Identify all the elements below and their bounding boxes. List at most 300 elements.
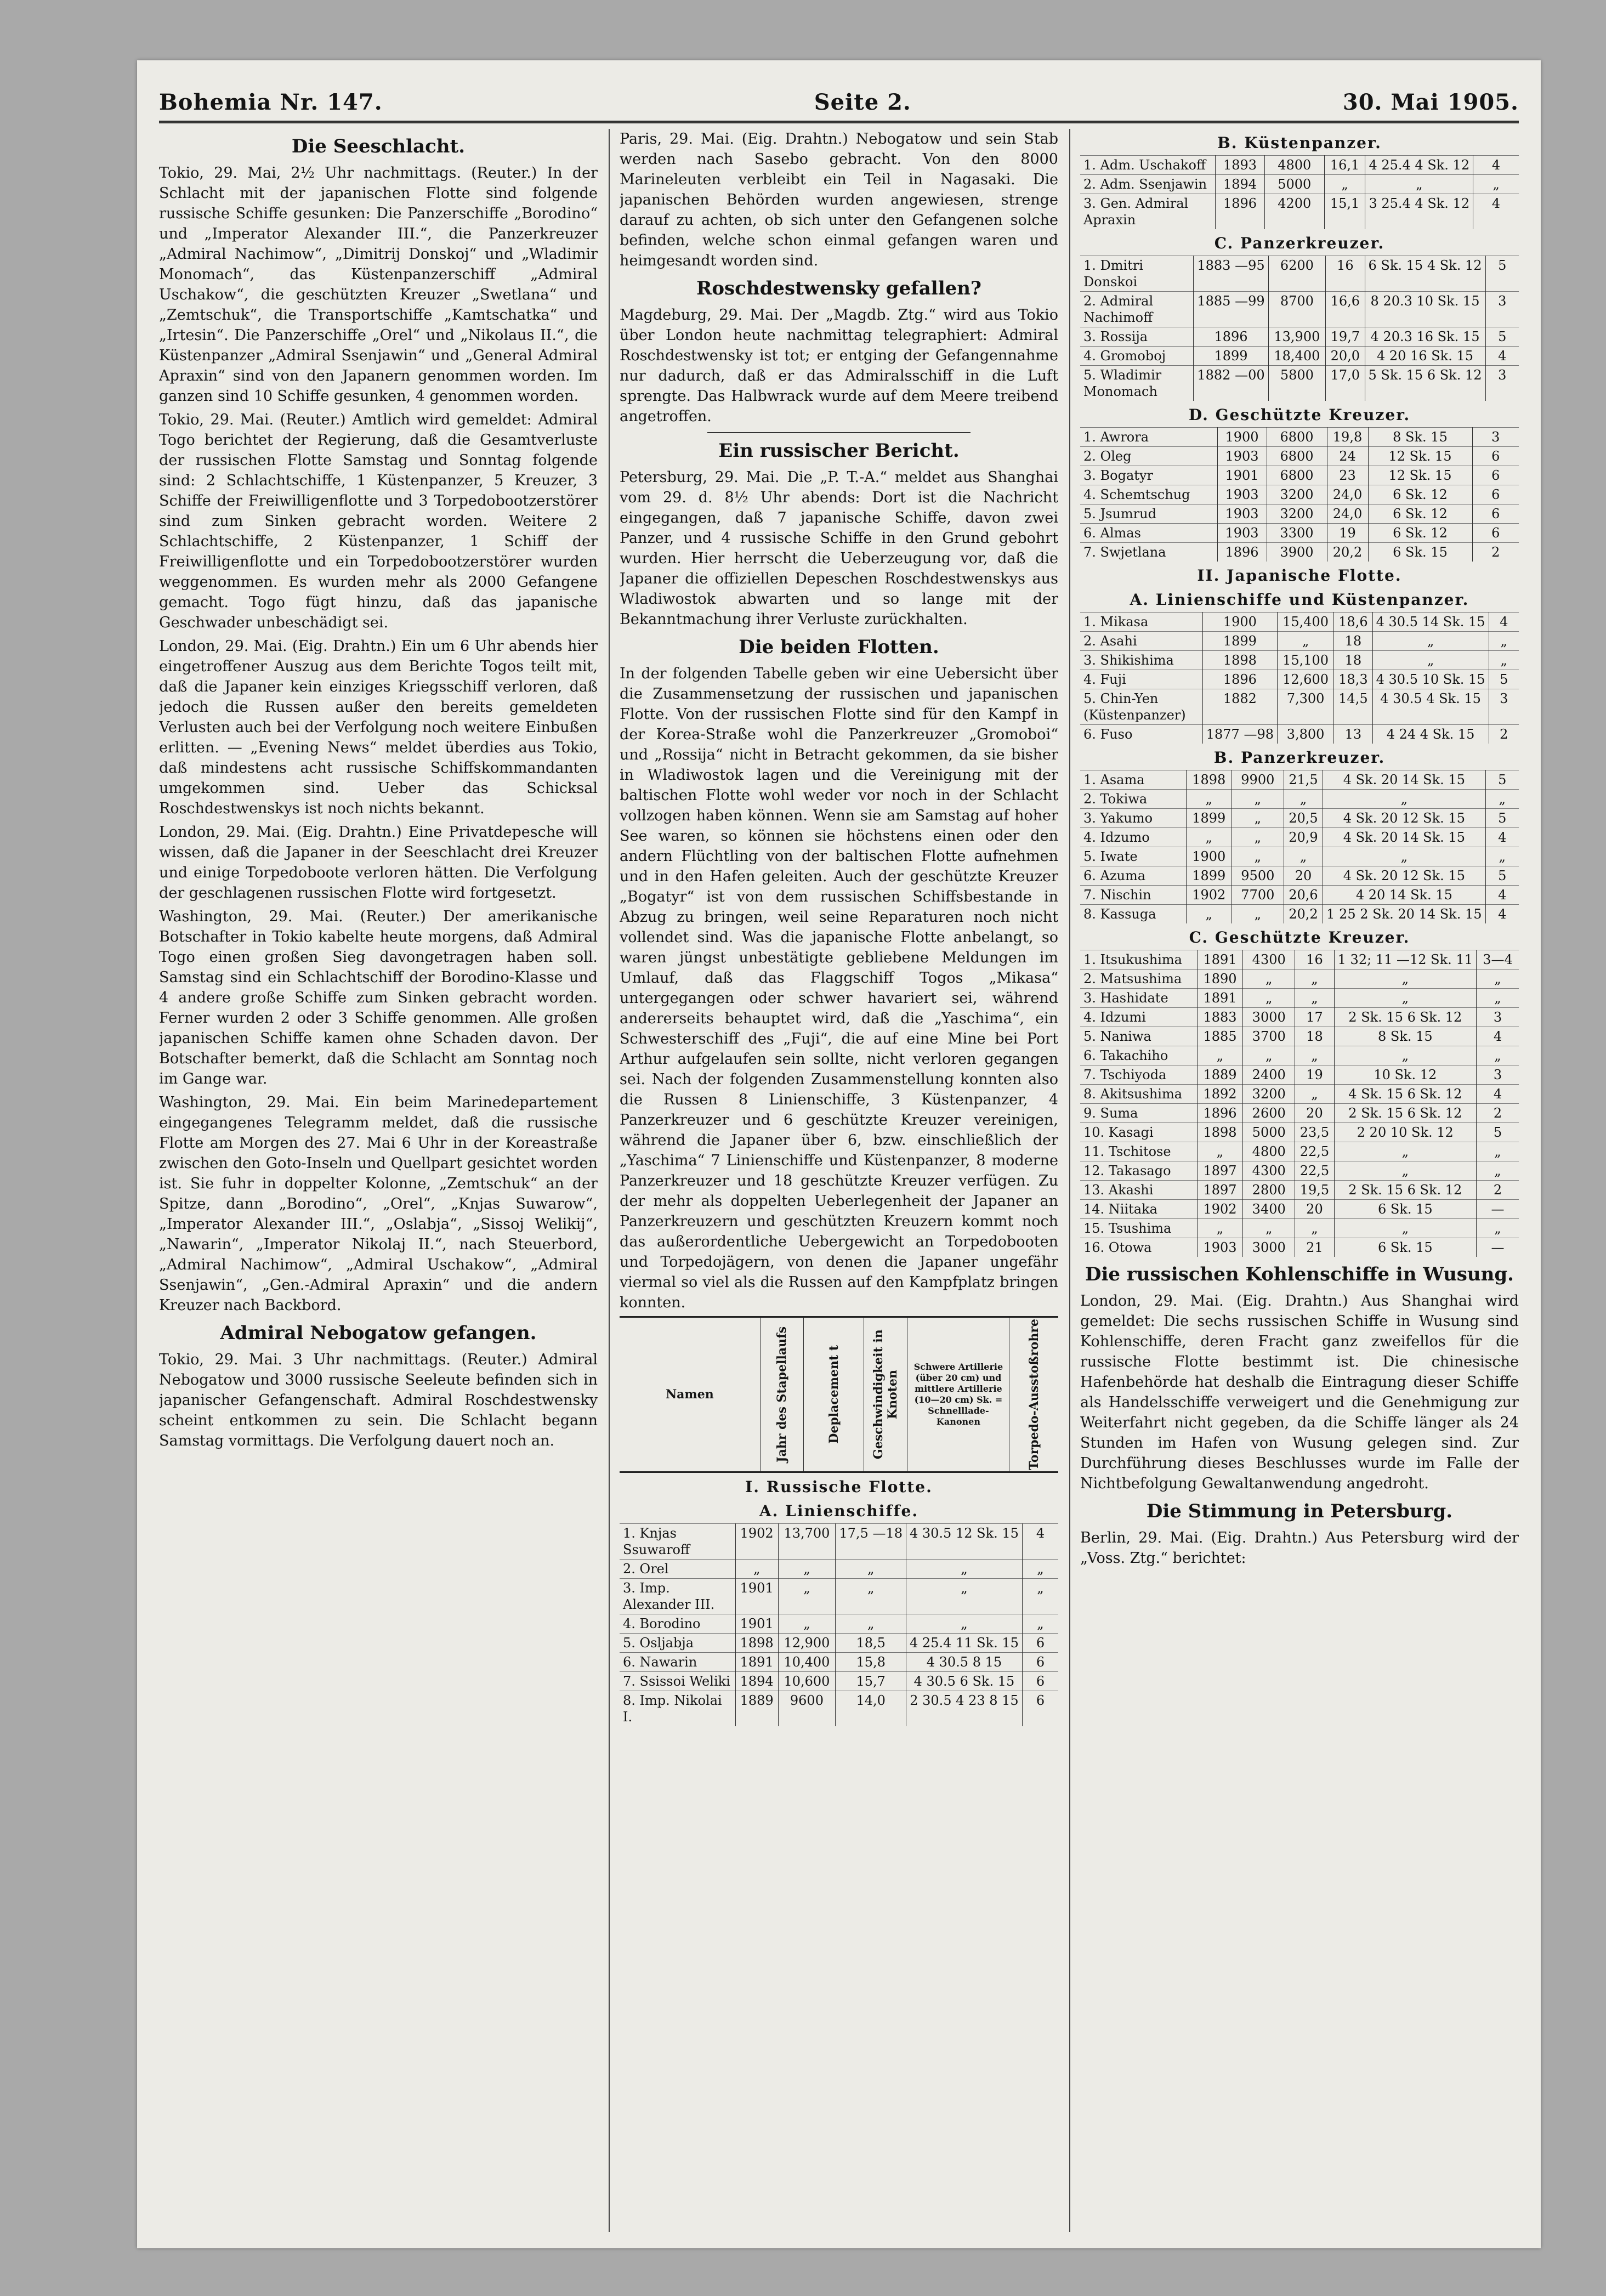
table-cell: 20 xyxy=(1295,1104,1334,1123)
headline-seeschlacht: Die Seeschlacht. xyxy=(291,135,466,157)
table-cell: 9500 xyxy=(1232,866,1284,886)
table-cell: 19,5 xyxy=(1295,1181,1334,1200)
table-cell: 1891 xyxy=(1197,950,1242,970)
fleet-table-japanese-protected xyxy=(1080,950,1519,1257)
table-cell: 6 xyxy=(1472,447,1519,466)
table-cell: 4. Schemtschug xyxy=(1080,485,1217,504)
fleet-table-protected-cruisers xyxy=(1080,427,1519,562)
table-cell: 1 32; 11 —12 Sk. 11 xyxy=(1334,950,1476,970)
table-title-japanese: II. Japanische Flotte. xyxy=(1197,566,1402,585)
table-cell: 14. Niitaka xyxy=(1080,1200,1197,1219)
table-cell: „ xyxy=(1334,970,1476,989)
table-cell: 12 Sk. 15 xyxy=(1368,447,1472,466)
table-cell: „ xyxy=(1232,905,1284,924)
table-row xyxy=(1080,256,1519,292)
table-subtitle: B. Panzerkreuzer. xyxy=(1213,749,1386,767)
table-cell: 6 xyxy=(1472,466,1519,485)
table-cell: 3 xyxy=(1485,292,1519,327)
article-paragraph: Berlin, 29. Mai. (Eig. Drahtn.) Aus Petersburg wird der „Voss. Ztg.“ berichtet: xyxy=(1080,1529,1519,1567)
table-cell: 6 Sk. 12 xyxy=(1368,504,1472,524)
table-cell: 10,600 xyxy=(778,1672,836,1691)
table-cell: 1893 xyxy=(1216,156,1265,175)
table-cell: 1898 xyxy=(1186,770,1232,790)
table-cell: 3200 xyxy=(1243,1085,1295,1104)
table-cell: „ xyxy=(1243,989,1295,1008)
table-cell: „ xyxy=(1232,809,1284,828)
table-cell: 22,5 xyxy=(1295,1161,1334,1181)
table-cell: 1896 xyxy=(1216,194,1265,230)
table-cell: „ xyxy=(1473,175,1519,194)
table-cell: 1899 xyxy=(1186,866,1232,886)
table-cell: 4. Idzumo xyxy=(1080,828,1186,847)
table-cell: 1894 xyxy=(735,1672,778,1691)
table-cell: „ xyxy=(1022,1560,1058,1579)
table-cell: 16 xyxy=(1326,256,1365,292)
table-cell: 5 Sk. 15 6 Sk. 12 xyxy=(1365,366,1485,401)
table-cell: 18,400 xyxy=(1268,347,1326,366)
table-cell: 2. Asahi xyxy=(1080,632,1202,651)
table-cell: 15. Tsushima xyxy=(1080,1219,1197,1238)
table-cell: 2600 xyxy=(1243,1104,1295,1123)
table-cell: 1883 xyxy=(1197,1008,1242,1027)
table-cell: 4 24 4 Sk. 15 xyxy=(1372,725,1489,744)
table-row xyxy=(1080,466,1519,485)
table-cell: 4 Sk. 20 12 Sk. 15 xyxy=(1323,866,1485,886)
table-cell: 1891 xyxy=(1197,989,1242,1008)
col-head-displacement: Deplacement t xyxy=(826,1345,841,1444)
table-cell: 4 xyxy=(1485,905,1519,924)
table-cell: 1903 xyxy=(1217,447,1267,466)
table-cell: 4 xyxy=(1489,613,1519,632)
table-row xyxy=(620,1560,1058,1579)
table-cell: 6 xyxy=(1022,1691,1058,1727)
table-row xyxy=(1080,905,1519,924)
table-cell: 6 Sk. 15 xyxy=(1334,1238,1476,1257)
table-cell: 24,0 xyxy=(1327,485,1368,504)
table-cell: 19 xyxy=(1327,524,1368,543)
table-cell: 15,7 xyxy=(836,1672,906,1691)
table-cell: 4 Sk. 20 14 Sk. 15 xyxy=(1323,770,1485,790)
table-cell: 1898 xyxy=(735,1634,778,1653)
table-cell: „ xyxy=(1197,1219,1242,1238)
table-cell: 8. Imp. Nikolai I. xyxy=(620,1691,735,1727)
table-cell: 6. Nawarin xyxy=(620,1653,735,1672)
table-cell: 5 xyxy=(1485,866,1519,886)
table-cell: 4200 xyxy=(1264,194,1324,230)
table-row xyxy=(1080,347,1519,366)
table-cell: 1898 xyxy=(1197,1123,1242,1142)
table-cell: 9900 xyxy=(1232,770,1284,790)
table-cell: 3 xyxy=(1485,366,1519,401)
table-cell: — xyxy=(1476,1200,1519,1219)
col-head-name: Namen xyxy=(620,1318,761,1471)
table-cell: 4 xyxy=(1485,886,1519,905)
table-cell: 2 xyxy=(1472,543,1519,562)
table-row xyxy=(1080,989,1519,1008)
table-cell: 3. Hashidate xyxy=(1080,989,1197,1008)
table-cell: 24 xyxy=(1327,447,1368,466)
table-cell: 4800 xyxy=(1243,1142,1295,1161)
table-cell: 5000 xyxy=(1264,175,1324,194)
table-cell: „ xyxy=(1334,989,1476,1008)
column-left xyxy=(159,129,598,2232)
table-cell: 4 Sk. 15 6 Sk. 12 xyxy=(1334,1085,1476,1104)
table-row xyxy=(1080,292,1519,327)
table-row xyxy=(1080,828,1519,847)
table-cell: 20 xyxy=(1284,866,1323,886)
table-cell: „ xyxy=(735,1560,778,1579)
table-cell: „ xyxy=(1476,970,1519,989)
table-cell: 12. Takasago xyxy=(1080,1161,1197,1181)
table-row xyxy=(1080,770,1519,790)
table-cell: 3 xyxy=(1472,428,1519,447)
table-cell: 4 xyxy=(1473,156,1519,175)
table-cell: „ xyxy=(1278,632,1334,651)
table-row xyxy=(1080,428,1519,447)
table-cell: 2. Matsushima xyxy=(1080,970,1197,989)
table-cell: 3900 xyxy=(1267,543,1327,562)
table-cell: „ xyxy=(1334,1046,1476,1065)
table-cell: „ xyxy=(1334,1142,1476,1161)
table-row xyxy=(1080,1008,1519,1027)
headline-roschdestwensky: Roschdestwensky gefallen? xyxy=(696,277,981,299)
table-cell: 8. Akitsushima xyxy=(1080,1085,1197,1104)
newspaper-page xyxy=(137,60,1541,2248)
table-row xyxy=(1080,1027,1519,1046)
table-cell: 6 Sk. 12 xyxy=(1368,485,1472,504)
table-cell: 3. Shikishima xyxy=(1080,651,1202,670)
article-paragraph: Magdeburg, 29. Mai. Der „Magdb. Ztg.“ wird aus Tokio über London heute nachmittag telegraphiert: Admiral Roschdestwensky ist tot; er entging der Gefangennahme nur dadurch, daß er das Admiralsschiff in die Luft sprengte. Das Halbwrack wurde auf dem Meere treibend angetroffen. xyxy=(620,307,1058,425)
table-cell: 2 Sk. 15 6 Sk. 12 xyxy=(1334,1181,1476,1200)
table-cell: „ xyxy=(1485,847,1519,866)
table-cell: 1899 xyxy=(1202,632,1277,651)
table-cell: 4 xyxy=(1485,347,1519,366)
table-cell: 24,0 xyxy=(1327,504,1368,524)
table-cell: 21,5 xyxy=(1284,770,1323,790)
table-row xyxy=(1080,1046,1519,1065)
table-cell: 19 xyxy=(1295,1065,1334,1085)
table-cell: „ xyxy=(906,1614,1022,1634)
table-subtitle: C. Panzerkreuzer. xyxy=(1214,234,1385,252)
table-cell: 6. Takachiho xyxy=(1080,1046,1197,1065)
table-cell: 8. Kassuga xyxy=(1080,905,1186,924)
table-row xyxy=(1080,809,1519,828)
table-cell: 18,5 xyxy=(836,1634,906,1653)
table-row xyxy=(1080,725,1519,744)
table-cell: 3. Gen. Admiral Apraxin xyxy=(1080,194,1216,230)
table-cell: 1902 xyxy=(1197,1200,1242,1219)
table-row xyxy=(1080,1181,1519,1200)
column-rule xyxy=(1069,129,1070,2232)
page-number: Seite 2. xyxy=(814,89,911,115)
table-cell: 20,9 xyxy=(1284,828,1323,847)
table-cell: „ xyxy=(1334,1219,1476,1238)
table-cell: 2 Sk. 15 6 Sk. 12 xyxy=(1334,1008,1476,1027)
article-paragraph: Tokio, 29. Mai. (Reuter.) Amtlich wird gemeldet: Admiral Togo berichtet der Regierung, daß die Gesamtverluste der russischen Flotte Samstag und Sonntag folgende sind: 2 Schlachtschiffe, 1 Küstenpanzer, 5 Kreuzer, 3 Schiffe der Freiwilligenflotte und 3 Torpedobootzerstörer sind zum Sinken gebracht worden. Weitere 2 Schlachtschiffe, 2 Küstenpanzer, 1 Schiff der Freiwilligenflotte und ein Torpedobootzerstörer wurden weggenommen. Es wurden mehr als 2000 Gefangene gemacht. Togo fügt hinzu, daß das japanische Geschwader unbeschädigt sei. xyxy=(159,411,598,631)
table-cell: 20,2 xyxy=(1284,905,1323,924)
table-cell: „ xyxy=(1323,790,1485,809)
table-subtitle: A. Linienschiffe und Küstenpanzer. xyxy=(1130,591,1469,609)
table-cell: 9600 xyxy=(778,1691,836,1727)
table-row xyxy=(1080,543,1519,562)
article-paragraph: Tokio, 29. Mai, 2½ Uhr nachmittags. (Reuter.) In der Schlacht mit der japanischen Flotte sind folgende russische Schiffe gesunken: Die Panzerschiffe „Borodino“ und „Imperator Alexander III.“, die Panzerkreuzer „Admiral Nachimow“, „Dimitrij Donskoj“ und „Wladimir Monomach“, das Küstenpanzerschiff „Admiral Uschakow“, die geschützten Kreuzer „Swetlana“ und „Zemtschuk“, die Transportschiffe „Kamtschatka“ und „Irtesin“. Die Panzerschiffe „Orel“ und „Nikolaus II.“, die Küstenpanzer „Admiral Ssenjawin“ und „General Admiral Apraxin“ sind von den Japanern genommen worden. Im ganzen sind 10 Schiffe gesunken, 4 genommen worden. xyxy=(159,165,598,405)
article-paragraph: London, 29. Mai. (Eig. Drahtn.) Aus Shanghai wird gemeldet: Die sechs russischen Schiffe in Wusung sind Kohlenschiffe, deren Fracht ganz zweifellos für die russische Flotte bestimmt ist. Die chinesische Hafenbehörde hat deshalb die Eintragung dieser Schiffe als Handelsschiffe verweigert und die Genehmigung zur Weiterfahrt nicht gegeben, da die Schiffe länger als 24 Stunden im Hafen von Wusung gelegen sind. Zur Durchführung dieses Beschlusses wurde im Falle der Nichtbefolgung Gewaltanwendung angedroht. xyxy=(1080,1292,1519,1492)
table-cell: „ xyxy=(1186,905,1232,924)
table-cell: 18 xyxy=(1334,632,1372,651)
table-cell: 1889 xyxy=(735,1691,778,1727)
table-cell: 10,400 xyxy=(778,1653,836,1672)
table-title-russian: I. Russische Flotte. xyxy=(745,1478,933,1496)
table-row xyxy=(1080,524,1519,543)
table-cell: 6 xyxy=(1472,485,1519,504)
table-row xyxy=(620,1614,1058,1634)
fleet-table-japanese-armored xyxy=(1080,770,1519,923)
table-cell: 1903 xyxy=(1217,524,1267,543)
table-cell: 5 xyxy=(1485,327,1519,347)
table-cell: 20 xyxy=(1295,1200,1334,1219)
table-cell: 1900 xyxy=(1186,847,1232,866)
table-cell: 1903 xyxy=(1217,504,1267,524)
table-cell: 2. Admiral Nachimoff xyxy=(1080,292,1194,327)
table-cell: 1899 xyxy=(1186,809,1232,828)
table-cell: 13,700 xyxy=(778,1524,836,1560)
table-cell: „ xyxy=(1476,1046,1519,1065)
table-row xyxy=(1080,847,1519,866)
table-cell: 4 30.5 12 Sk. 15 xyxy=(906,1524,1022,1560)
table-row xyxy=(1080,1065,1519,1085)
table-cell: 5. Chin-Yen (Küstenpanzer) xyxy=(1080,689,1202,725)
table-cell: 15,400 xyxy=(1278,613,1334,632)
table-cell: 6 xyxy=(1472,504,1519,524)
table-cell: 7. Ssissoi Weliki xyxy=(620,1672,735,1691)
table-cell: 1898 xyxy=(1202,651,1277,670)
table-cell: 17 xyxy=(1295,1008,1334,1027)
table-cell: „ xyxy=(836,1560,906,1579)
column-right xyxy=(1080,129,1519,2232)
table-cell: 1896 xyxy=(1202,670,1277,689)
table-cell: „ xyxy=(836,1579,906,1614)
table-cell: 4. Gromoboj xyxy=(1080,347,1194,366)
table-row xyxy=(1080,1200,1519,1219)
table-cell: 1892 xyxy=(1197,1085,1242,1104)
table-cell: 1. Adm. Uschakoff xyxy=(1080,156,1216,175)
table-cell: 2 30.5 4 23 8 15 xyxy=(906,1691,1022,1727)
table-cell: 7,300 xyxy=(1278,689,1334,725)
table-row xyxy=(1080,613,1519,632)
table-cell: 5 xyxy=(1489,670,1519,689)
table-cell: 8 Sk. 15 xyxy=(1368,428,1472,447)
table-cell: „ xyxy=(1324,175,1365,194)
table-cell: 6 Sk. 15 xyxy=(1334,1200,1476,1219)
table-cell: 15,8 xyxy=(836,1653,906,1672)
table-cell: 1891 xyxy=(735,1653,778,1672)
table-row xyxy=(1080,1219,1519,1238)
table-cell: „ xyxy=(1232,790,1284,809)
table-cell: 4 30.5 4 Sk. 15 xyxy=(1372,689,1489,725)
table-cell: „ xyxy=(1243,1046,1295,1065)
table-cell: „ xyxy=(1372,632,1489,651)
table-subtitle: A. Linienschiffe. xyxy=(759,1502,919,1520)
table-cell: 2400 xyxy=(1243,1065,1295,1085)
header-rule xyxy=(159,121,1519,123)
table-cell: 3 xyxy=(1489,689,1519,725)
table-cell: 4300 xyxy=(1243,950,1295,970)
table-cell: 6 xyxy=(1022,1672,1058,1691)
table-cell: 6. Fuso xyxy=(1080,725,1202,744)
table-cell: 5000 xyxy=(1243,1123,1295,1142)
fleet-table-header xyxy=(620,1316,1058,1473)
table-cell: 18,3 xyxy=(1334,670,1372,689)
table-cell: 1894 xyxy=(1216,175,1265,194)
table-cell: 4 25.4 4 Sk. 12 xyxy=(1365,156,1473,175)
table-cell: „ xyxy=(1232,847,1284,866)
table-cell: 3400 xyxy=(1243,1200,1295,1219)
table-row xyxy=(1080,1123,1519,1142)
table-cell: „ xyxy=(1022,1614,1058,1634)
table-cell: 20,6 xyxy=(1284,886,1323,905)
table-row xyxy=(620,1634,1058,1653)
table-cell: 3—4 xyxy=(1476,950,1519,970)
table-row xyxy=(620,1672,1058,1691)
table-cell: 4 20.3 16 Sk. 15 xyxy=(1365,327,1485,347)
table-cell: 16 xyxy=(1295,950,1334,970)
table-row xyxy=(620,1524,1058,1560)
table-cell: 6. Almas xyxy=(1080,524,1217,543)
table-cell: 3. Imp. Alexander III. xyxy=(620,1579,735,1614)
table-cell: 6200 xyxy=(1268,256,1326,292)
fleet-table-russian-battleships xyxy=(620,1523,1058,1726)
table-row xyxy=(1080,1142,1519,1161)
table-cell: 1901 xyxy=(735,1614,778,1634)
masthead-issue: Bohemia Nr. 147. xyxy=(159,89,383,115)
table-cell: 18 xyxy=(1295,1027,1334,1046)
table-cell: 4 xyxy=(1476,1085,1519,1104)
table-cell: 3300 xyxy=(1267,524,1327,543)
table-row xyxy=(1080,970,1519,989)
article-paragraph: London, 29. Mai. (Eig. Drahtn.) Eine Privatdepesche will wissen, daß die Japaner in der Seeschlacht drei Kreuzer und einige Torpedoboote verloren hätten. Die Verfolgung der geschlagenen russischen Flotte wird fortgesetzt. xyxy=(159,824,598,902)
table-cell: 2800 xyxy=(1243,1181,1295,1200)
table-cell: 2. Tokiwa xyxy=(1080,790,1186,809)
table-cell: „ xyxy=(1284,790,1323,809)
table-cell: 20,5 xyxy=(1284,809,1323,828)
table-cell: 5800 xyxy=(1268,366,1326,401)
table-cell: 7. Swjetlana xyxy=(1080,543,1217,562)
table-cell: „ xyxy=(1323,847,1485,866)
table-cell: 11. Tschitose xyxy=(1080,1142,1197,1161)
table-cell: 5. Wladimir Monomach xyxy=(1080,366,1194,401)
table-cell: „ xyxy=(1243,1219,1295,1238)
table-cell: 4. Borodino xyxy=(620,1614,735,1634)
table-cell: 16. Otowa xyxy=(1080,1238,1197,1257)
table-cell: 1897 xyxy=(1197,1181,1242,1200)
table-cell: „ xyxy=(1186,828,1232,847)
table-cell: 8700 xyxy=(1268,292,1326,327)
table-cell: 1. Mikasa xyxy=(1080,613,1202,632)
table-row xyxy=(1080,1104,1519,1123)
table-subtitle: D. Geschützte Kreuzer. xyxy=(1188,406,1411,424)
table-row xyxy=(1080,632,1519,651)
table-cell: 17,0 xyxy=(1326,366,1365,401)
table-cell: „ xyxy=(778,1579,836,1614)
table-cell: „ xyxy=(1295,970,1334,989)
table-cell: 1896 xyxy=(1197,1104,1242,1123)
table-cell: 1896 xyxy=(1194,327,1268,347)
table-cell: 3700 xyxy=(1243,1027,1295,1046)
table-row xyxy=(620,1653,1058,1672)
headline-stimmung: Die Stimmung in Petersburg. xyxy=(1146,1500,1453,1522)
table-cell: 8 20.3 10 Sk. 15 xyxy=(1365,292,1485,327)
table-cell: „ xyxy=(1476,1142,1519,1161)
table-cell: 1883 —95 xyxy=(1194,256,1268,292)
headline-russischer-bericht: Ein russischer Bericht. xyxy=(718,440,960,462)
table-cell: „ xyxy=(906,1560,1022,1579)
table-cell: 2 Sk. 15 6 Sk. 12 xyxy=(1334,1104,1476,1123)
table-cell: 1900 xyxy=(1217,428,1267,447)
table-cell: 4 xyxy=(1485,828,1519,847)
table-cell: 13 xyxy=(1334,725,1372,744)
table-cell: 7. Nischin xyxy=(1080,886,1186,905)
table-cell: 3 xyxy=(1476,1008,1519,1027)
table-cell: 18 xyxy=(1334,651,1372,670)
table-cell: 6 xyxy=(1022,1634,1058,1653)
table-cell: „ xyxy=(778,1614,836,1634)
column-rule xyxy=(609,129,610,2232)
table-cell: 6 xyxy=(1472,524,1519,543)
article-paragraph: London, 29. Mai. (Eig. Drahtn.) Ein um 6 Uhr abends hier eingetroffener Auszug aus dem Berichte Togos teilt mit, daß die Japaner kein einziges Kriegsschiff verloren, daß jedoch die Russen außer den bereits gemeldeten Verlusten auch bei der Verfolgung noch weitere Einbußen erlitten. — „Evening News“ meldet überdies aus Tokio, daß mindestens acht russische Schiffskommandanten umgekommen sind. Ueber das Schicksal Roschdestwenskys ist noch nichts bekannt. xyxy=(159,638,598,817)
table-cell: 4800 xyxy=(1264,156,1324,175)
table-cell: 10 Sk. 12 xyxy=(1334,1065,1476,1085)
table-cell: 7. Tschiyoda xyxy=(1080,1065,1197,1085)
table-cell: 1. Awrora xyxy=(1080,428,1217,447)
table-cell: 19,7 xyxy=(1326,327,1365,347)
table-cell: 5. Iwate xyxy=(1080,847,1186,866)
table-cell: 14,0 xyxy=(836,1691,906,1727)
table-cell: 1. Dmitri Donskoi xyxy=(1080,256,1194,292)
table-cell: 19,8 xyxy=(1327,428,1368,447)
table-cell: 4. Fuji xyxy=(1080,670,1202,689)
table-cell: 21 xyxy=(1295,1238,1334,1257)
table-cell: 2. Adm. Ssenjawin xyxy=(1080,175,1216,194)
table-cell: 4 30.5 6 Sk. 15 xyxy=(906,1672,1022,1691)
table-cell: 6 Sk. 15 4 Sk. 12 xyxy=(1365,256,1485,292)
table-cell: 3200 xyxy=(1267,504,1327,524)
table-row xyxy=(1080,790,1519,809)
table-cell: 5 xyxy=(1476,1123,1519,1142)
table-cell: 3,800 xyxy=(1278,725,1334,744)
headline-beiden-flotten: Die beiden Flotten. xyxy=(739,636,939,658)
table-row xyxy=(1080,366,1519,401)
table-row xyxy=(1080,327,1519,347)
table-cell: 5 xyxy=(1485,809,1519,828)
table-cell: 23 xyxy=(1327,466,1368,485)
table-cell: „ xyxy=(1197,1142,1242,1161)
table-cell: 10. Kasagi xyxy=(1080,1123,1197,1142)
table-cell: 3. Yakumo xyxy=(1080,809,1186,828)
article-paragraph: In der folgenden Tabelle geben wir eine Uebersicht über die Zusammensetzung der russischen und japanischen Flotte. Von der russischen Flotte sind für den Kampf in der Korea-Straße wohl die Panzerkreuzer „Gromoboi“ und „Rossija“ nicht in Betracht gekommen, da sie bisher in Wladiwostok lagen und die Vereinigung mit der baltischen Flotte wohl weder vor noch in der Schlacht vollzogen haben können. Wenn sie am Samstag auf hoher See waren, so können sie höchstens einen oder den andern Flüchtling von der baltischen Flotte aufnehmen und in den Hafen geleiten. Auch der geschützte Kreuzer „Bogatyr“ ist von dem russischen Schiffsbestande in Abzug zu bringen, weil seine Reparaturen noch nicht vollendet sind. Was die japanische Flotte anbelangt, so waren jüngst unbestätigte gebliebene Meldungen im Umlauf, daß das Flaggschiff Togos „Mikasa“ untergegangen oder schwer havariert sei, während andererseits behauptet wird, daß die „Yaschima“, ein Schwesterschiff des „Fuji“, die auf eine Mine bei Port Arthur aufgelaufen sein sollte, nicht verloren gegangen sei. Nach der folgenden Zusammenstellung konnten also die Russen 8 Linienschiffe, 3 Küstenpanzer, 4 Panzerkreuzer und 6 geschützte Kreuzer vereinigen, während die Japaner über 6, bzw. einschließlich der „Yaschima“ 7 Linienschiffe und Küstenpanzer, 8 moderne Panzerkreuzer und 18 geschützte Kreuzer verfügen. Zu der mehr als doppelten Ueberlegenheit der Japaner an Panzerkreuzern und geschützten Kreuzern kommt noch das außerordentliche Uebergewicht an Torpedobooten und Torpedojägern, von denen die Japaner ungefähr viermal so viel als die Russen auf den Kampfplatz bringen konnten. xyxy=(620,665,1058,1311)
table-cell: 3. Bogatyr xyxy=(1080,466,1217,485)
table-cell: 6800 xyxy=(1267,466,1327,485)
table-cell: 6800 xyxy=(1267,447,1327,466)
table-row xyxy=(1080,1161,1519,1181)
table-subtitle: B. Küstenpanzer. xyxy=(1217,134,1382,152)
table-cell: „ xyxy=(1243,970,1295,989)
table-cell: „ xyxy=(1232,828,1284,847)
table-cell: 1885 —99 xyxy=(1194,292,1268,327)
table-cell: 17,5 —18 xyxy=(836,1524,906,1560)
table-cell: 1903 xyxy=(1197,1238,1242,1257)
table-cell: „ xyxy=(1334,1161,1476,1181)
table-cell: „ xyxy=(1295,1219,1334,1238)
